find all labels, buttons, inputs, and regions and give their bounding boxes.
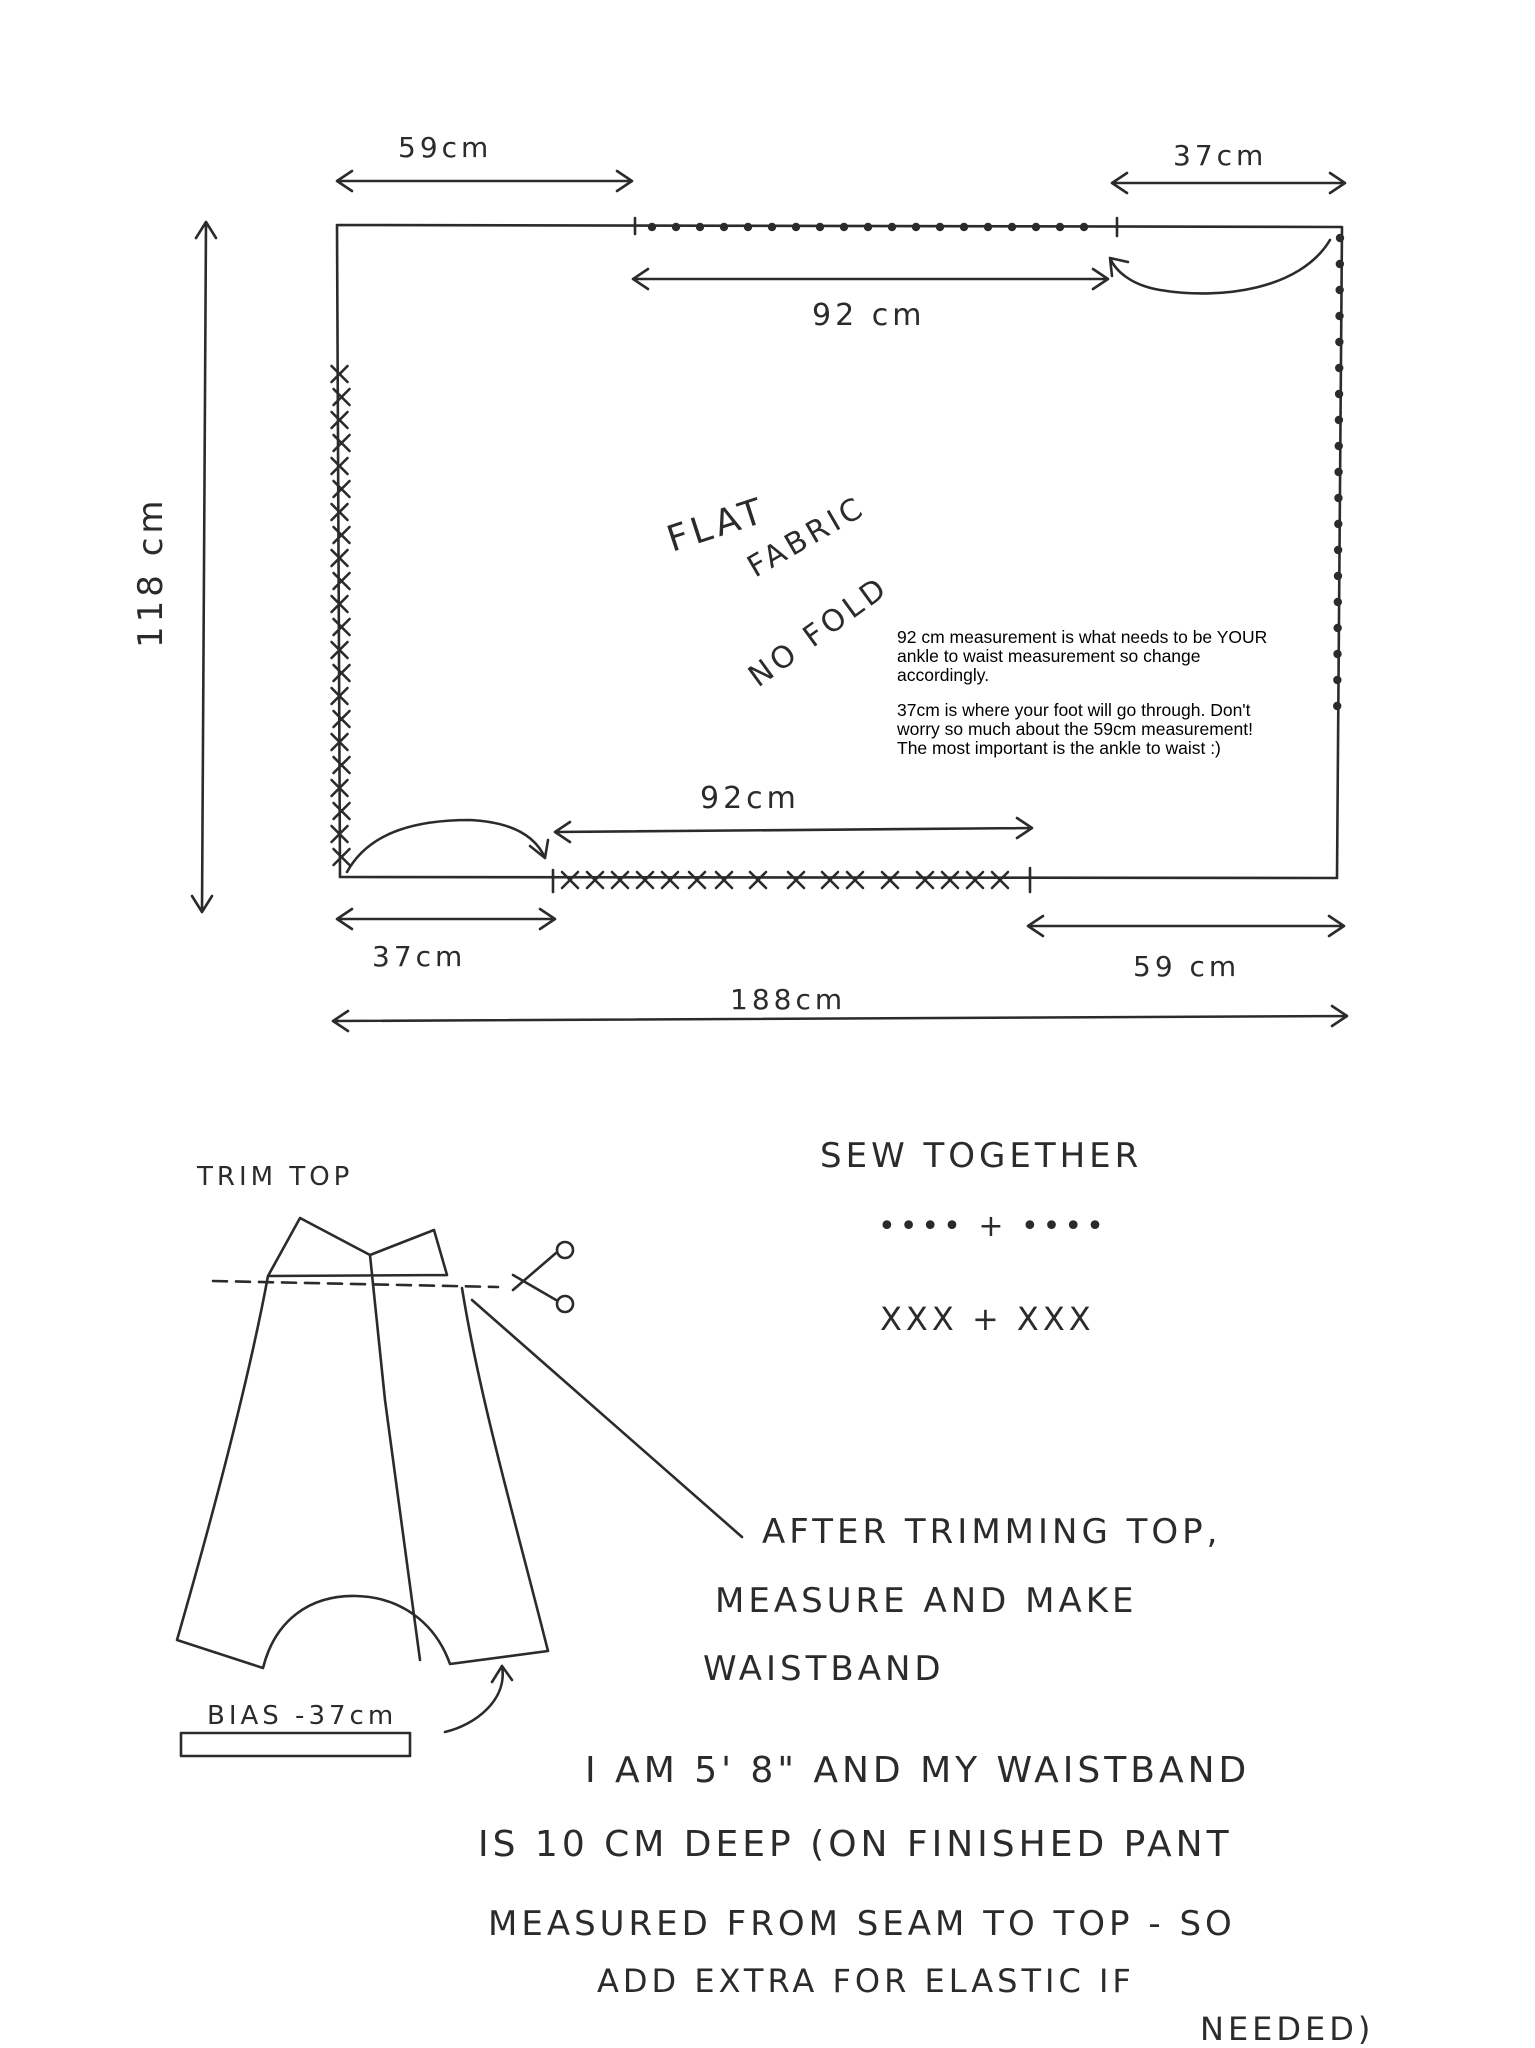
seam-dot [888,223,896,231]
bias-strip [181,1733,410,1756]
seam-dot [1334,520,1342,528]
bottom-left-dimension-arrow [337,909,555,929]
seam-dot [792,223,800,231]
sew-together-label: SEW TOGETHER [820,1136,1143,1176]
seam-x [716,872,732,888]
seam-dot [984,223,992,231]
seam-dot [1335,286,1343,294]
seam-dot [1334,546,1342,554]
top-right-dimension-arrow [1112,173,1345,193]
seam-x [334,665,350,681]
seam-dot [1056,223,1064,231]
bottom-inner-label: 92cm [700,781,800,816]
bias-label: BIAS -37cm [207,1701,398,1731]
seam-x [334,711,350,727]
seam-dot [1080,223,1088,231]
height-label: 118 cm [131,496,171,648]
bottom-right-dimension-arrow [1028,916,1344,936]
x-plus-x-label: XXX + XXX [880,1300,1095,1338]
seam-x [334,849,350,865]
seam-x [334,803,350,819]
waistband-note-line-2: IS 10 CM DEEP (ON FINISHED PANT [478,1824,1233,1865]
seam-dot [1334,468,1342,476]
bias-pointer-arrow [445,1666,512,1732]
seam-x [332,366,348,382]
seam-x [882,872,898,888]
seam-dot [744,223,752,231]
after-trimming-line-2: MEASURE AND MAKE [715,1581,1138,1621]
total-width-label: 188cm [730,983,847,1016]
measurement-note [897,628,1277,774]
dots-plus-dots-label: •••• + •••• [878,1209,1108,1244]
seam-dot [1334,572,1342,580]
seam-dot [1032,223,1040,231]
no-fold-label: NO FOLD [742,569,896,695]
seam-dot [1333,650,1341,658]
after-trimming-line-3: WAISTBAND [703,1649,945,1689]
seam-dot [1335,390,1343,398]
seam-x [334,757,350,773]
seam-dot [960,223,968,231]
top-inner-label: 92 cm [812,298,926,333]
seam-dot [1008,223,1016,231]
seam-dot [912,223,920,231]
seam-x [332,412,348,428]
trim-top-label: TRIM TOP [197,1162,354,1192]
seam-x [822,872,838,888]
seam-dot [1335,338,1343,346]
waistband-pointer-line [472,1300,742,1537]
seam-dot [648,223,656,231]
scissors-icon [513,1242,573,1312]
pant-sketch [177,1218,548,1668]
seam-dot [1334,598,1342,606]
seam-x [334,527,350,543]
seam-x [788,872,804,888]
flat-label: FLAT [662,490,772,561]
top-inner-dimension-arrow [633,269,1108,289]
seam-x [334,481,350,497]
waistband-note-line-3: MEASURED FROM SEAM TO TOP - SO [488,1904,1236,1944]
seam-x [992,872,1008,888]
seam-dot [1335,416,1343,424]
seam-x [847,872,863,888]
note-paragraph-1: 92 cm measurement is what needs to be YOUR ankle to waist measurement so change accordingly. [897,627,1268,685]
fabric-label: FABRIC [741,489,872,585]
cut-line [213,1281,498,1287]
top-left-dimension-arrow [337,171,632,191]
waistband-note-line-5: NEEDED) [1200,2010,1375,2048]
seam-dot [840,223,848,231]
seam-x [562,872,578,888]
seam-dot [1335,312,1343,320]
seam-dot [1336,234,1344,242]
seam-x [967,872,983,888]
top-left-width-label: 59cm [398,131,493,164]
waistband-note-line-1: I AM 5' 8" AND MY WAISTBAND [585,1750,1251,1791]
bottom-left-curved-arrow [347,820,548,872]
seam-dot [720,223,728,231]
seam-x [587,872,603,888]
seam-x [334,435,350,451]
seam-dot [696,223,704,231]
seam-x [662,872,678,888]
seam-x [332,458,348,474]
seam-x [750,872,766,888]
bottom-inner-dimension-arrow [555,818,1032,842]
seam-dot [864,223,872,231]
note-paragraph-2: 37cm is where your foot will go through. Don't worry so much about the 59cm measurement! The most important is the ankle to waist :) [897,700,1253,758]
seam-x [917,872,933,888]
seam-dot [1336,260,1344,268]
seam-dot [936,223,944,231]
top-right-curved-arrow [1110,240,1330,293]
seam-dot [1334,494,1342,502]
left-x-seam [332,366,350,865]
waistband-note-line-4: ADD EXTRA FOR ELASTIC IF [597,1962,1135,2000]
top-right-width-label: 37cm [1173,139,1268,172]
seam-x [637,872,653,888]
bottom-left-width-label: 37cm [372,940,467,973]
seam-dot [1335,364,1343,372]
seam-dot [816,223,824,231]
seam-x [612,872,628,888]
seam-x [689,872,705,888]
bottom-x-seam [553,868,1030,892]
seam-x [334,573,350,589]
seam-x [334,619,350,635]
seam-dot [768,223,776,231]
seam-dot [1333,702,1341,710]
seam-x [334,389,350,405]
seam-dot [672,223,680,231]
after-trimming-line-1: AFTER TRIMMING TOP, [762,1512,1222,1552]
seam-dot [1335,442,1343,450]
seam-x [942,872,958,888]
bottom-right-width-label: 59 cm [1133,950,1241,983]
seam-dot [1333,676,1341,684]
seam-dot [1333,624,1341,632]
height-dimension-arrow [192,222,216,912]
